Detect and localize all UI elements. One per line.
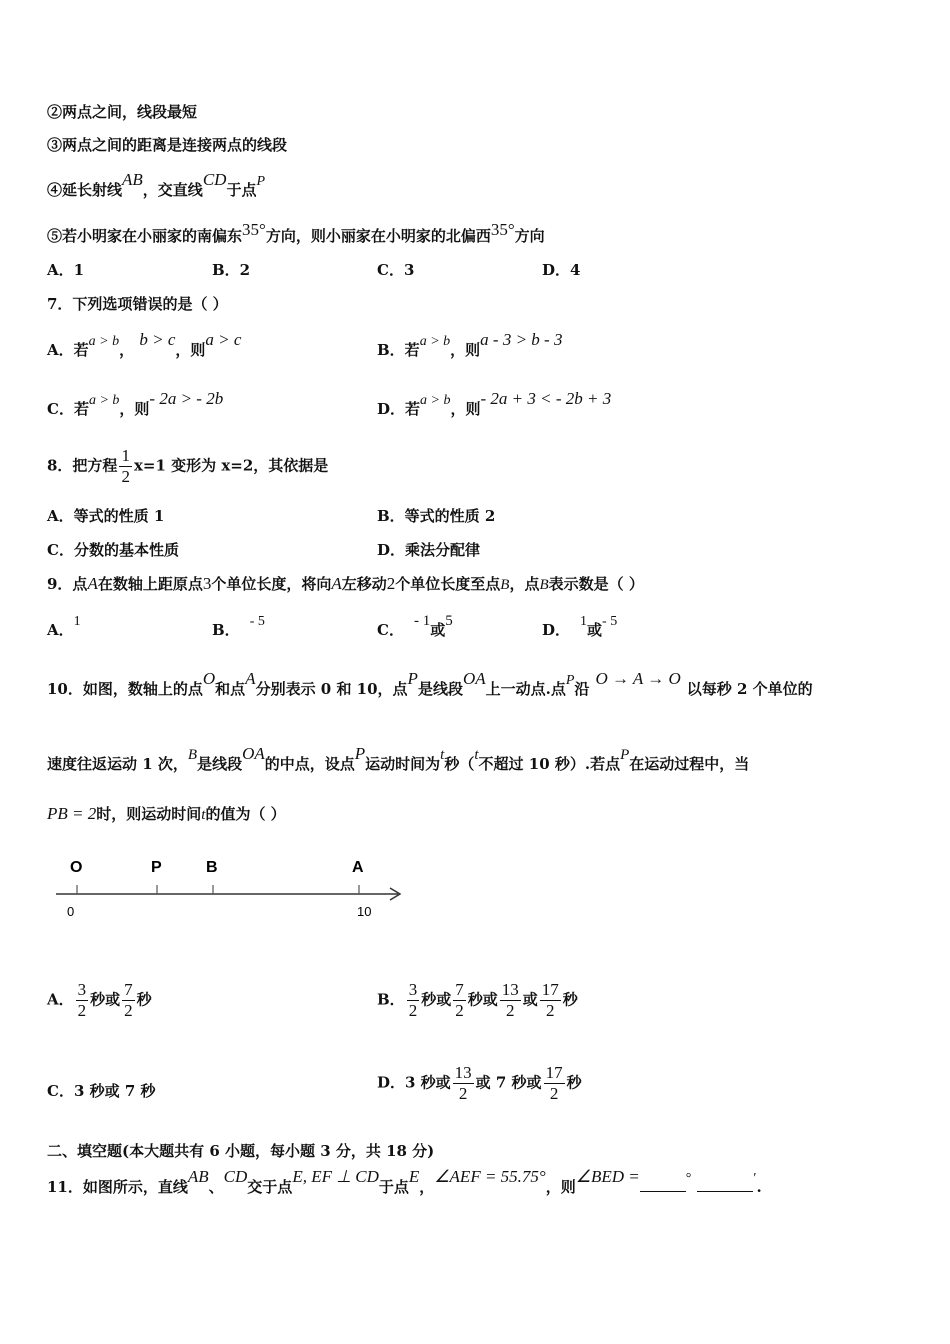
q7-option-b: B．若a > b，则a - 3 > b - 3 (377, 330, 563, 359)
label-b: B (206, 859, 218, 876)
q7-stem: 7．下列选项错误的是（ ） (47, 295, 228, 313)
q8-option-d: D．乘法分配律 (377, 541, 481, 559)
q8-option-b: B．等式的性质 2 (377, 507, 496, 525)
tick-label-10: 10 (357, 904, 372, 919)
answer-blank-degrees[interactable] (640, 1177, 686, 1192)
q7-option-a: A．若a > b， b > c，则a > c (47, 330, 242, 359)
q10-option-d: D．3 秒或 $\frac{13}{2}$ 或 7 秒或 $\frac{17}{2}$ 秒 (377, 1063, 582, 1103)
q10-option-b: B． $\frac{3}{2}$ 秒或 $\frac{7}{2}$ 秒或 $\frac{13}{2}$ 或 $\frac{17}{2}$ 秒 (377, 980, 578, 1020)
fraction: $\frac{1}{2}$ (121, 446, 130, 486)
q7-option-c: C．若a > b，则- 2a > - 2b (47, 389, 224, 418)
label-a: A (352, 859, 364, 876)
q10-line-3: PB = 2时，则运动时间t的值为（ ） (47, 804, 286, 823)
q10-option-a: A． $\frac{3}{2}$ 秒或 $\frac{7}{2}$ 秒 (47, 980, 152, 1020)
q9-option-c: C． - 1或5 (377, 613, 453, 639)
statement-3: ③两点之间的距离是连接两点的线段 (47, 136, 288, 154)
q9-stem: 9．点A在数轴上距原点3个单位长度，将向A左移动2个单位长度至点B，点B表示数是（ ） (47, 574, 644, 593)
q8-option-c: C．分数的基本性质 (47, 541, 179, 559)
statement-2: ②两点之间，线段最短 (47, 103, 198, 121)
q8-stem: 8．把方程 $\frac{1}{2}$ x=1 变形为 x=2，其依据是 (47, 446, 329, 486)
q6-option-a: A．1 (47, 261, 85, 279)
statement-4: ④延长射线AB，交直线CD于点P (47, 170, 266, 199)
q10-option-c: C．3 秒或 7 秒 (47, 1082, 156, 1100)
q9-option-b: B． - 5 (212, 614, 265, 639)
q8-option-a: A．等式的性质 1 (47, 507, 165, 525)
label-o: O (70, 859, 83, 876)
statement-5: ⑤若小明家在小丽家的南偏东35°方向，则小丽家在小明家的北偏西35°方向 (47, 220, 545, 245)
number-line-figure (50, 850, 410, 925)
q11-stem: 11．如图所示，直线AB、CD交于点E, EF ⊥ CD于点E，∠AEF = 55.75°，则∠BED = ° ′. (47, 1167, 762, 1196)
answer-blank-minutes[interactable] (697, 1177, 753, 1192)
section-2-heading: 二、填空题(本大题共有 6 小题，每小题 3 分，共 18 分) (47, 1142, 435, 1160)
q6-option-d: D．4 (542, 261, 581, 279)
q6-option-b: B．2 (212, 261, 251, 279)
q9-option-d: D． 1或- 5 (542, 614, 618, 639)
q6-option-c: C．3 (377, 261, 415, 279)
q7-option-d: D．若a > b，则- 2a + 3 < - 2b + 3 (377, 389, 612, 418)
q9-option-a: A．1 (47, 614, 81, 639)
tick-label-0: 0 (67, 904, 75, 919)
label-p: P (151, 859, 162, 876)
q10-line-1: 10．如图，数轴上的点O和点A分别表示 0 和 10，点P是线段OA上一动点.点P沿O → A → O以每秒 2 个单位的 (47, 669, 813, 698)
q10-line-2: 速度往返运动 1 次，B是线段OA的中点，设点P运动时间为t秒（t不超过 10 秒）.若点P在运动过程中，当 (47, 744, 750, 773)
